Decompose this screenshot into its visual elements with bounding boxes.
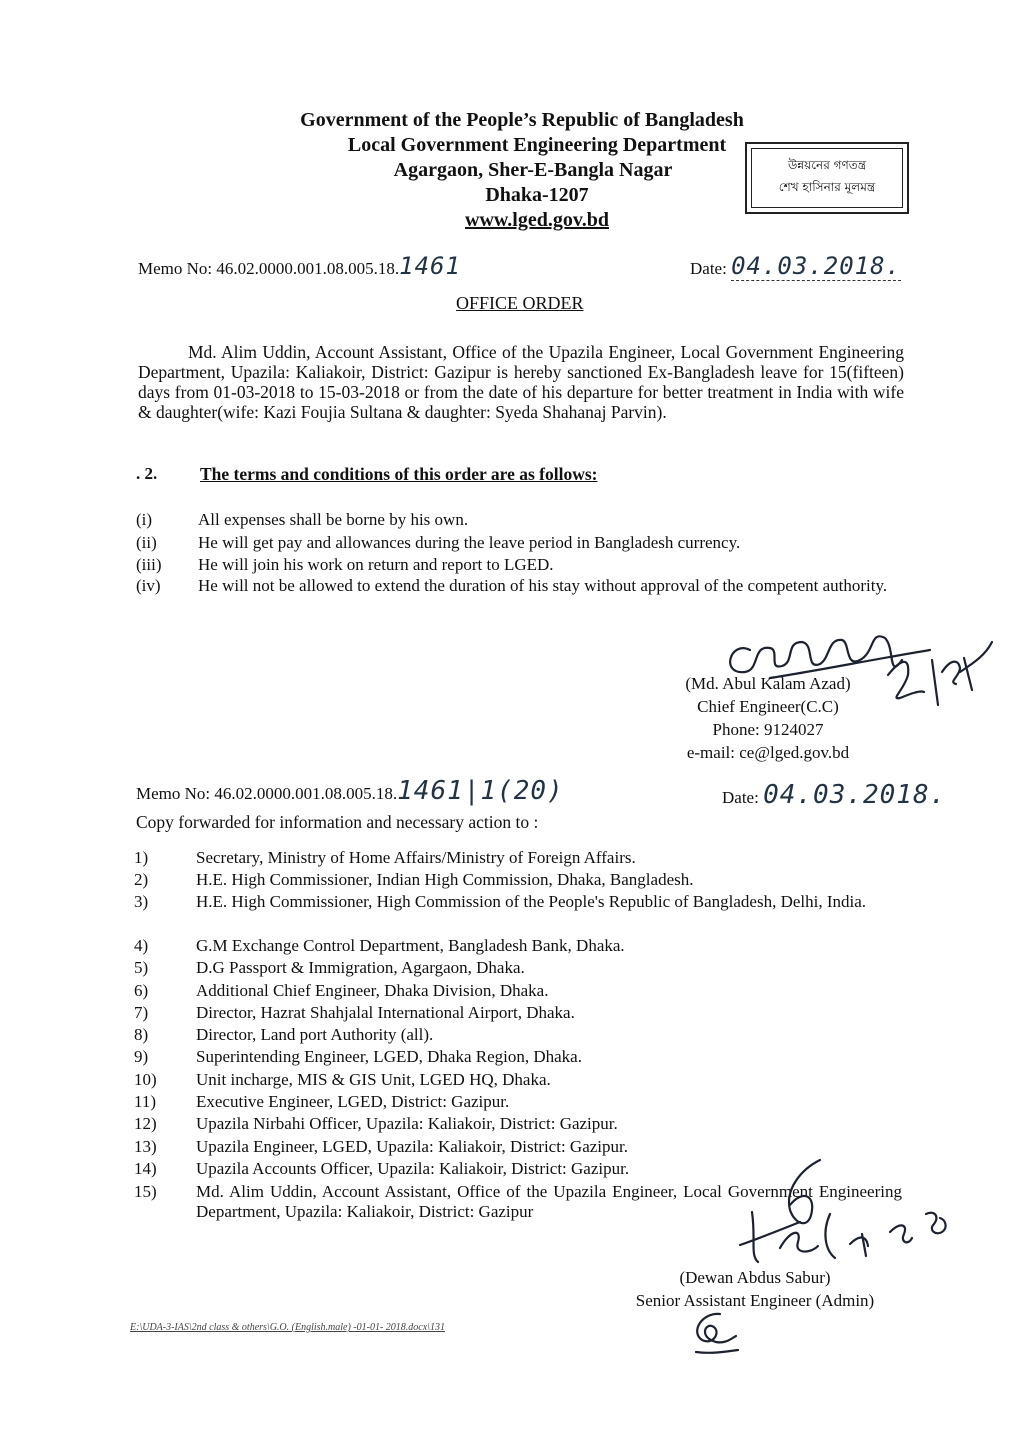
memo-date-2 [722,780,946,810]
item-number: 8) [134,1025,149,1044]
signatory-name: (Md. Abul Kalam Azad) [685,674,851,693]
item-text: Additional Chief Engineer, Dhaka Division, Dhaka. [196,981,549,1000]
section-number: . 2. [136,464,158,483]
date-label: Date: [690,259,727,278]
item-number: (iv) [136,576,161,595]
address-line: Agargaon, Sher-E-Bangla Nagar [393,159,673,181]
item-text: Director, Land port Authority (all). [196,1025,434,1044]
item-text: Upazila Engineer, LGED, Upazila: Kaliakoir, District: Gazipur. [196,1137,628,1156]
list-item [134,1003,914,1023]
signatory-name: (Dewan Abdus Sabur) [679,1268,831,1287]
stamp-line-2: শেখ হাসিনার মূলমন্ত্র [778,180,876,194]
item-number: 7) [134,1003,149,1022]
item-text: G.M Exchange Control Department, Bangladesh Bank, Dhaka. [196,936,625,955]
website-link[interactable]: www.lged.gov.bd [465,209,609,231]
memo-label: Memo No: 46.02.0000.001.08.005.18. [138,259,400,278]
memo-number-2 [136,776,564,806]
item-number: 6) [134,981,149,1000]
item-text: Upazila Nirbahi Officer, Upazila: Kaliakoir, District: Gazipur. [196,1114,618,1133]
item-number: 15) [134,1182,157,1201]
signatory-designation: Chief Engineer(C.C) [697,697,839,716]
handwritten-date: 04.03.2018. [731,252,902,280]
list-item [134,958,914,978]
item-number: 5) [134,958,149,977]
list-item [136,576,906,618]
item-text: Upazila Accounts Officer, Upazila: Kaliakoir, District: Gazipur. [196,1159,630,1178]
item-text: Director, Hazrat Shahjalal International Airport, Dhaka. [196,1003,575,1022]
list-item [134,848,914,868]
signatory-email[interactable]: e-mail: ce@lged.gov.bd [686,743,850,762]
list-item [136,555,906,575]
item-number: 2) [134,870,149,889]
list-item [134,892,914,932]
list-item [134,1047,914,1067]
item-text: H.E. High Commissioner, High Commission of the People's Republic of Bangladesh, Delhi, India. [196,892,867,911]
item-text: Unit incharge, MIS & GIS Unit, LGED HQ, Dhaka. [196,1070,551,1089]
item-number: 11) [134,1092,157,1111]
item-text: Secretary, Ministry of Home Affairs/Ministry of Foreign Affairs. [196,848,636,867]
item-text: He will not be allowed to extend the duration of his stay without approval of the competent authority. [198,576,888,595]
handwritten-memo-number: 1461|1(20) [397,776,564,806]
item-text: Md. Alim Uddin, Account Assistant, Office of the Upazila Engineer, Local Government Engineering Department, Upazila: Kaliakoir, District: Gazipur [196,1182,902,1221]
list-item [134,936,914,956]
item-number: 13) [134,1137,157,1156]
item-text: He will get pay and allowances during the leave period in Bangladesh currency. [198,533,741,552]
list-item [134,1070,914,1090]
item-number: 4) [134,936,149,955]
copy-forward-intro: Copy forwarded for information and necessary action to : [136,812,539,832]
signatory-designation: Senior Assistant Engineer (Admin) [635,1291,875,1310]
date-label: Date: [722,788,759,807]
list-item [134,1092,914,1112]
signatory-phone: Phone: 9124027 [712,720,824,739]
handwritten-memo-number: 1461 [399,252,461,280]
item-text: D.G Passport & Immigration, Agargaon, Dhaka. [196,958,525,977]
handwritten-date: 04.03.2018. [763,780,947,810]
page-title: OFFICE ORDER [456,293,584,313]
item-text: H.E. High Commissioner, Indian High Commission, Dhaka, Bangladesh. [196,870,694,889]
department-name: Local Government Engineering Department [347,134,727,156]
senior-engineer-signature [690,1150,980,1270]
memo-label: Memo No: 46.02.0000.001.08.005.18. [136,784,398,803]
order-paragraph: Md. Alim Uddin, Account Assistant, Office of the Upazila Engineer, Local Government Engineering Department, Upazila: Kaliakoir, District: Gazipur is hereby sanctioned Ex-Bangladesh leave for 15(fifteen) days from 01-03-2018 to 15-03-2018 or from the date of his departure for better treatment in India with wife & daughter(wife: Kazi Foujia Sultana & daughter: Syeda Shahanaj Parvin). [138,342,904,422]
item-number: 3) [134,892,149,911]
item-number: 1) [134,848,149,867]
item-number: (i) [136,510,153,529]
item-number: (ii) [136,533,157,552]
list-item [136,533,906,553]
item-number: 9) [134,1047,149,1066]
item-text: Superintending Engineer, LGED, Dhaka Region, Dhaka. [196,1047,582,1066]
list-item [134,1025,914,1045]
signature-block-1 [662,672,874,764]
signature-block-2 [610,1266,900,1312]
item-text: All expenses shall be borne by his own. [198,510,469,529]
item-number: 14) [134,1159,157,1178]
list-item [134,981,914,1001]
item-text: Executive Engineer, LGED, District: Gazipur. [196,1092,510,1111]
document-file-path: E:\UDA-3-IAS\2nd class & others\G.O. (English.male) -01-01- 2018.docx\131 [130,1322,445,1333]
item-number: 12) [134,1114,157,1133]
slogan-stamp [745,142,909,214]
list-item [134,1114,914,1134]
memo-date-1 [690,252,901,280]
government-name: Government of the People’s Republic of Bangladesh [300,109,744,131]
list-item [136,510,906,530]
item-text: He will join his work on return and report to LGED. [198,555,554,574]
memo-number-1 [138,252,461,280]
item-number: (iii) [136,555,162,574]
stamp-line-1: উন্নয়নের গণতন্ত্র [787,158,867,172]
list-item [134,870,914,890]
city-line: Dhaka-1207 [485,184,589,206]
terms-heading: The terms and conditions of this order are as follows: [200,464,598,484]
item-number: 10) [134,1070,157,1089]
